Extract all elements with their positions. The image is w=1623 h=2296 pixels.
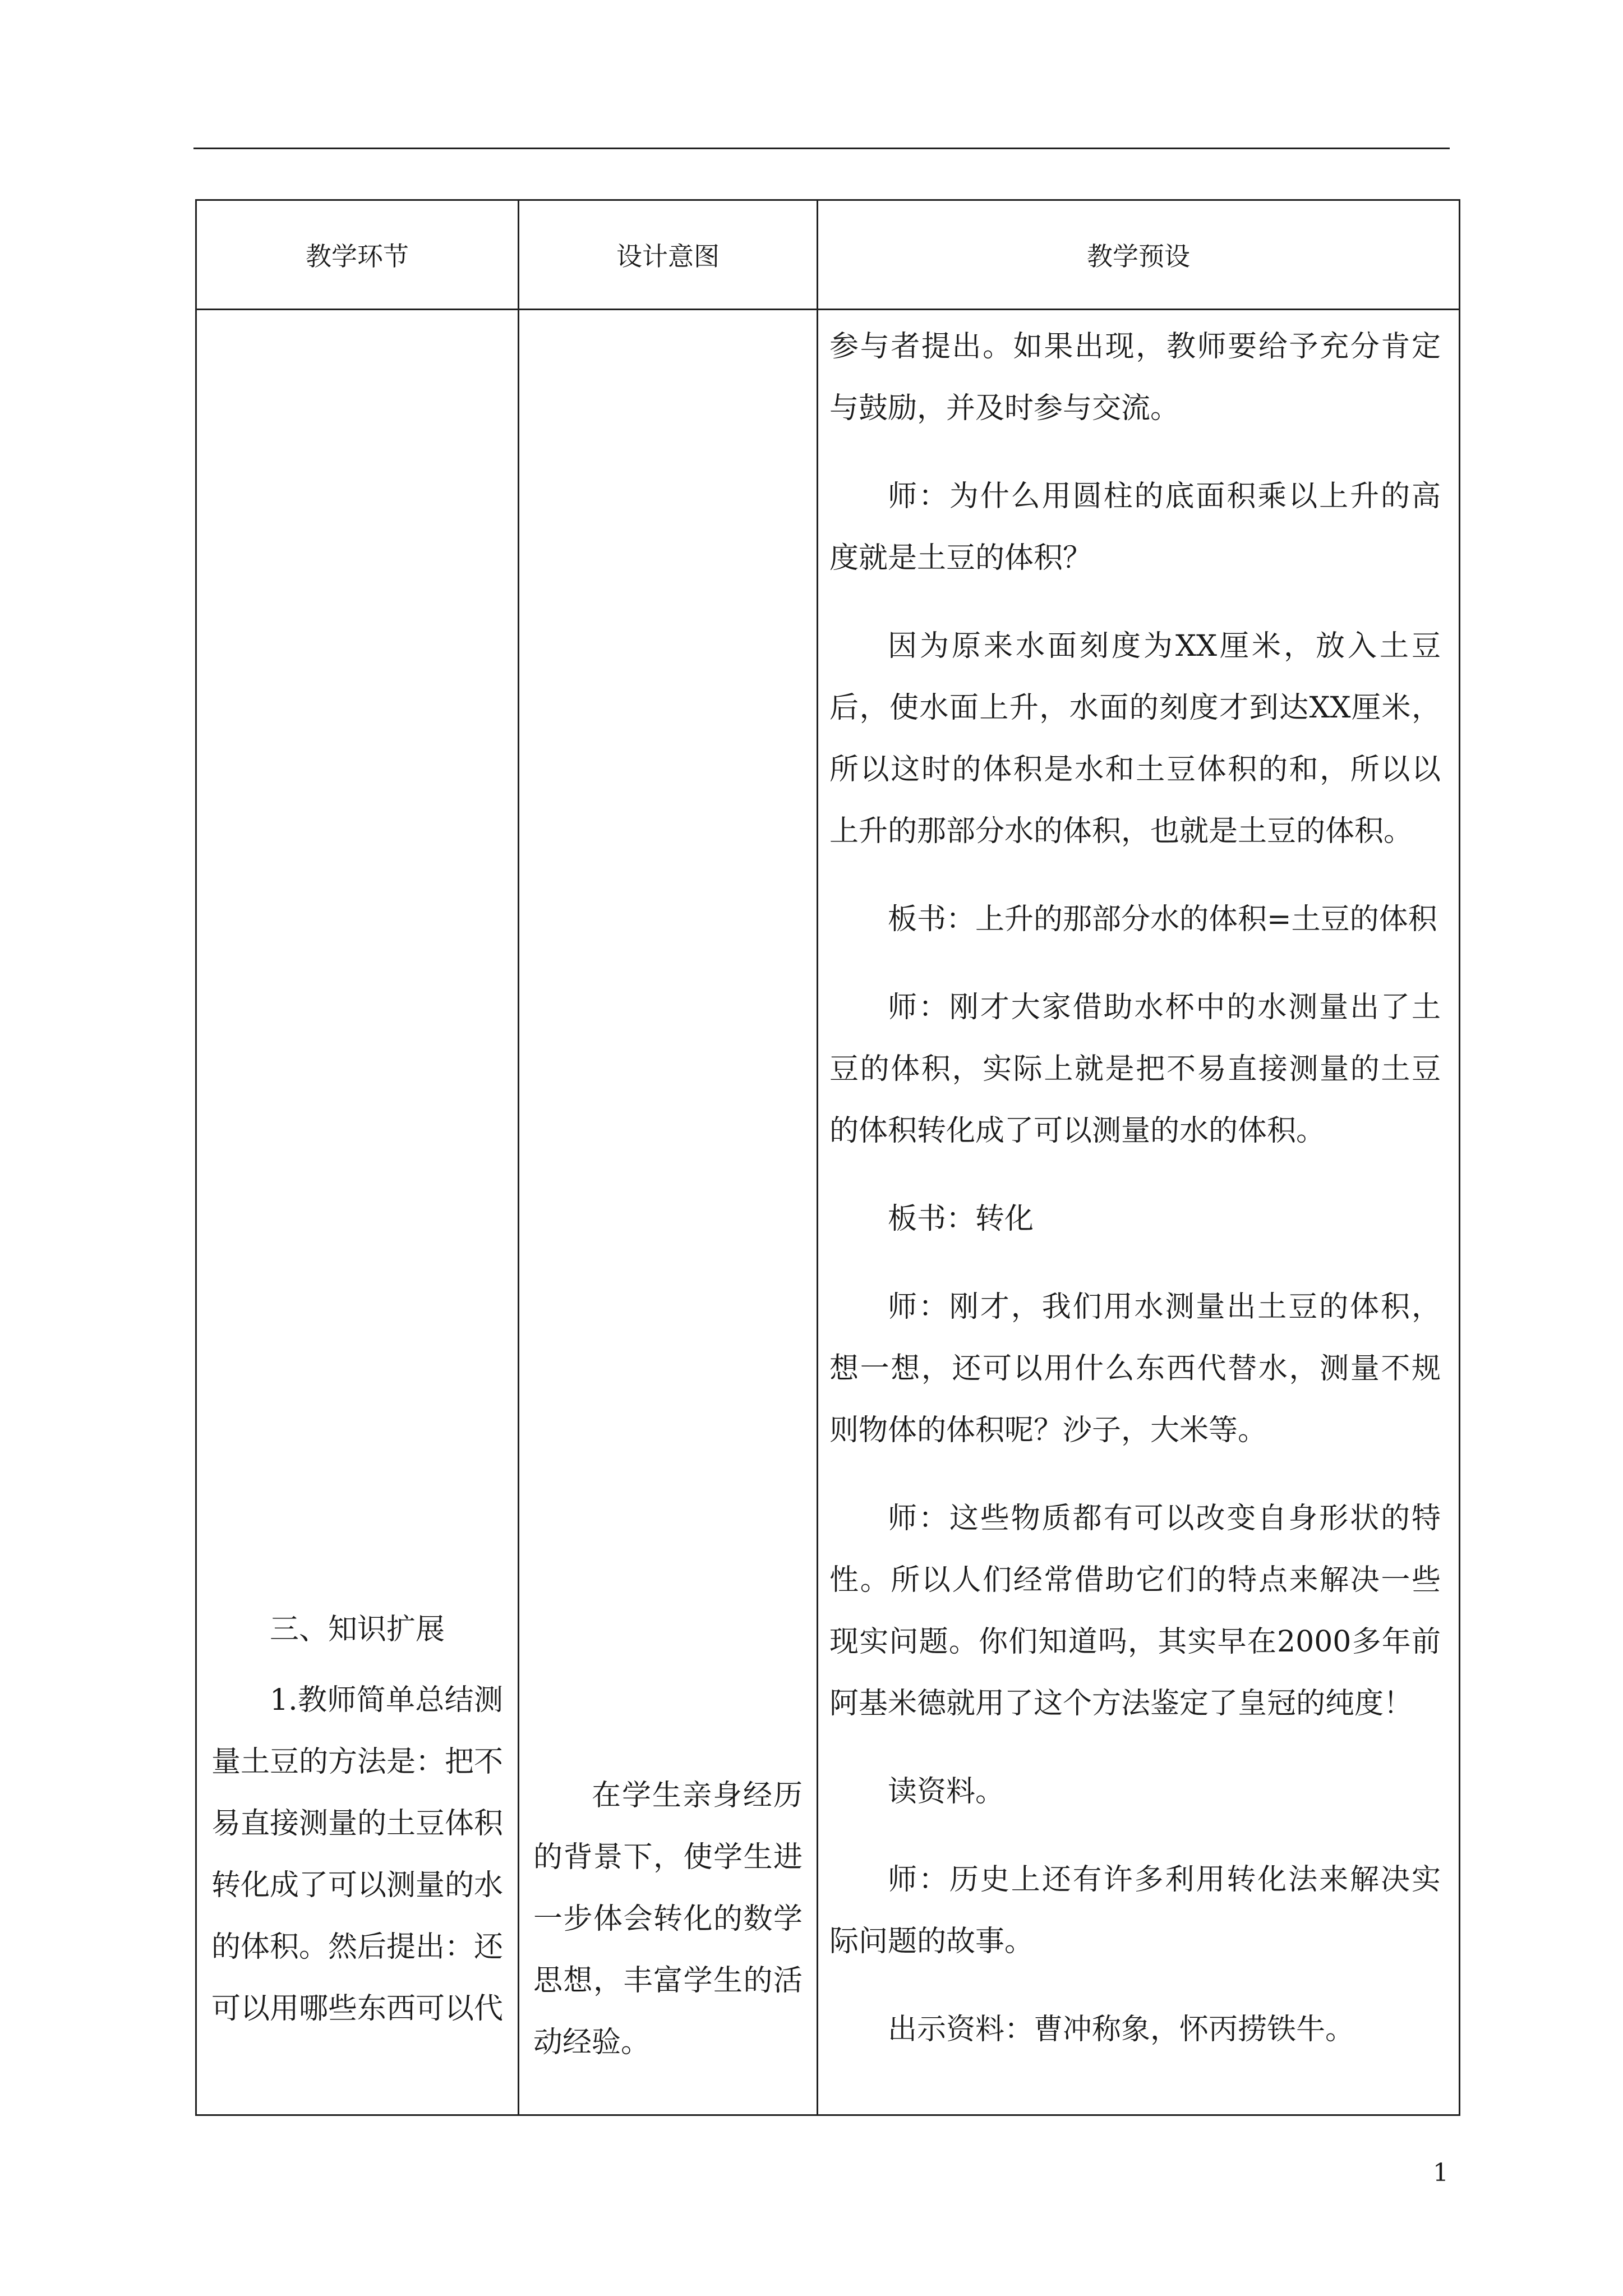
- header-design-intent: 设计意图: [616, 241, 720, 272]
- plan-paragraph: 师：刚才，我们用水测量出土豆的体积，想一想，还可以用什么东西代替水，测量不规则物体的体积呢？沙子，大米等。: [829, 1290, 1441, 1447]
- plan-column: [829, 316, 1441, 2060]
- intent-column: [533, 1765, 803, 2073]
- plan-paragraph: 师：刚才大家借助水杯中的水测量出了土豆的体积，实际上就是把不易直接测量的土豆的体积转化成了可以测量的水的体积。: [829, 991, 1441, 1148]
- plan-paragraph: 读资料。: [888, 1775, 1005, 1809]
- section-title: 三、知识扩展: [270, 1613, 445, 1646]
- header-divider: [197, 309, 1459, 310]
- plan-paragraph: 参与者提出。如果出现，教师要给予充分肯定与鼓励，并及时参与交流。: [829, 330, 1441, 425]
- page-number: 1: [1433, 2159, 1449, 2187]
- stage-paragraph: 1.教师简单总结测量土豆的方法是：把不易直接测量的土豆体积转化成了可以测量的水的体积。然后提出：还可以用哪些东西可以代: [211, 1683, 504, 2026]
- plan-paragraph: 师：这些物质都有可以改变自身形状的特性。所以人们经常借助它们的特点来解决一些现实问题。你们知道吗，其实早在2000多年前阿基米德就用了这个方法鉴定了皇冠的纯度！: [829, 1502, 1441, 1720]
- stage-column: [211, 1599, 503, 2040]
- column-divider: [817, 201, 818, 2114]
- intent-paragraph: 在学生亲身经历的背景下，使学生进一步体会转化的数学思想，丰富学生的活动经验。: [533, 1779, 803, 2059]
- lesson-table: [195, 199, 1460, 2116]
- plan-paragraph: 板书：上升的那部分水的体积=土豆的体积: [888, 903, 1437, 936]
- header-teaching-plan: 教学预设: [1087, 241, 1190, 272]
- plan-paragraph: 出示资料：曹冲称象，怀丙捞铁牛。: [888, 2013, 1355, 2046]
- plan-paragraph: 师：历史上还有许多利用转化法来解决实际问题的故事。: [829, 1863, 1441, 1958]
- plan-paragraph: 板书：转化: [888, 1202, 1034, 1236]
- plan-paragraph: 因为原来水面刻度为XX厘米，放入土豆后，使水面上升，水面的刻度才到达XX厘米，所以这时的体积是水和土豆体积的和，所以以上升的那部分水的体积，也就是土豆的体积。: [829, 629, 1441, 848]
- plan-paragraph: 师：为什么用圆柱的底面积乘以上升的高度就是土豆的体积？: [829, 480, 1441, 575]
- header-rule: [193, 148, 1450, 149]
- column-divider: [518, 201, 519, 2114]
- header-teaching-stage: 教学环节: [306, 241, 409, 272]
